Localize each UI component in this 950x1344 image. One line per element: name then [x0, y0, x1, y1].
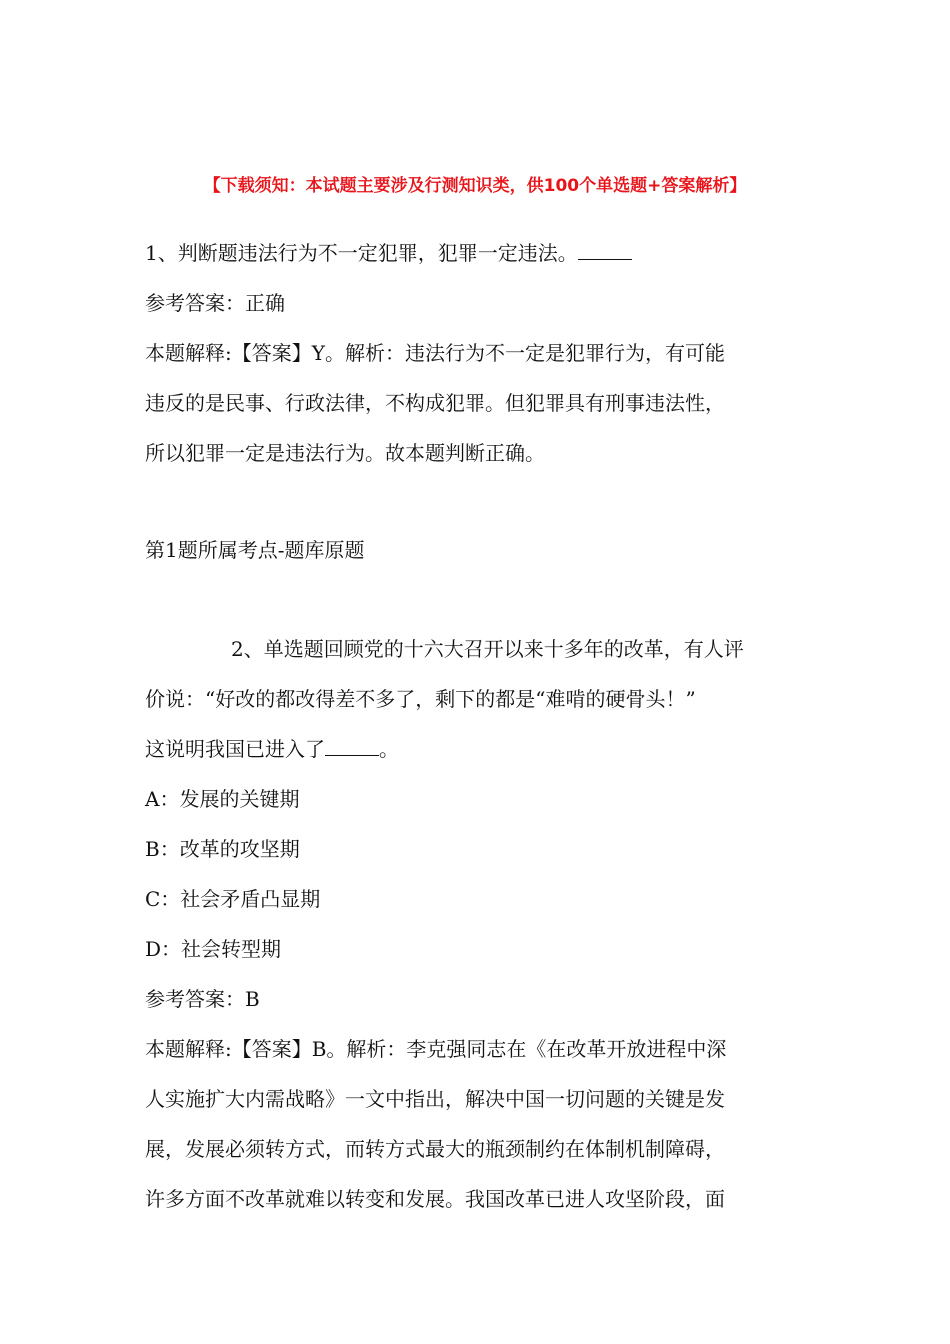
q1-question — [145, 228, 810, 278]
q1-explanation-line: 违反的是民事、行政法律，不构成犯罪。但犯罪具有刑事违法性， — [145, 391, 725, 415]
q1-answer-blank — [578, 243, 632, 260]
q2-option-b: B：改革的攻坚期 — [145, 837, 300, 861]
q2-explanation-line: 许多方面不改革就难以转变和发展。我国改革已进人攻坚阶段，面 — [145, 1187, 725, 1211]
q2-explanation-line: 本题解释:【答案】B。解析：李克强同志在《在改革开放进程中深 — [145, 1037, 727, 1061]
q1-question-text: 1、判断题违法行为不一定犯罪，犯罪一定违法。 — [145, 241, 578, 265]
q2-explanation-line: 展，发展必须转方式，而转方式最大的瓶颈制约在体制机制障碍， — [145, 1137, 725, 1161]
q2-explanation-line: 人实施扩大内需战略》一文中指出，解决中国一切问题的关键是发 — [145, 1087, 725, 1111]
q2-option-d: D：社会转型期 — [145, 937, 282, 961]
download-notice: 【下载须知：本试题主要涉及行测知识类，供100个单选题+答案解析】 — [203, 176, 747, 196]
q1-topic: 第1题所属考点-题库原题 — [145, 538, 365, 562]
q2-option-c: C：社会矛盾凸显期 — [145, 887, 321, 911]
q2-answer-blank — [325, 739, 379, 756]
q1-explanation-line: 所以犯罪一定是违法行为。故本题判断正确。 — [145, 441, 545, 465]
q1-answer: 参考答案：正确 — [145, 291, 285, 315]
q2-question-text: 这说明我国已进入了 — [145, 737, 325, 761]
q2-question-line: 2、单选题回顾党的十六大召开以来十多年的改革，有人评 — [231, 637, 744, 661]
q2-option-a: A：发展的关键期 — [145, 787, 300, 811]
q2-question-line: 价说：“好改的都改得差不多了，剩下的都是“难啃的硬骨头！” — [145, 687, 696, 711]
q2-question-end: 。 — [379, 737, 399, 761]
q2-question-line-last — [145, 724, 810, 774]
q2-answer: 参考答案：B — [145, 987, 260, 1011]
q1-explanation-line: 本题解释:【答案】Y。解析：违法行为不一定是犯罪行为，有可能 — [145, 341, 725, 365]
